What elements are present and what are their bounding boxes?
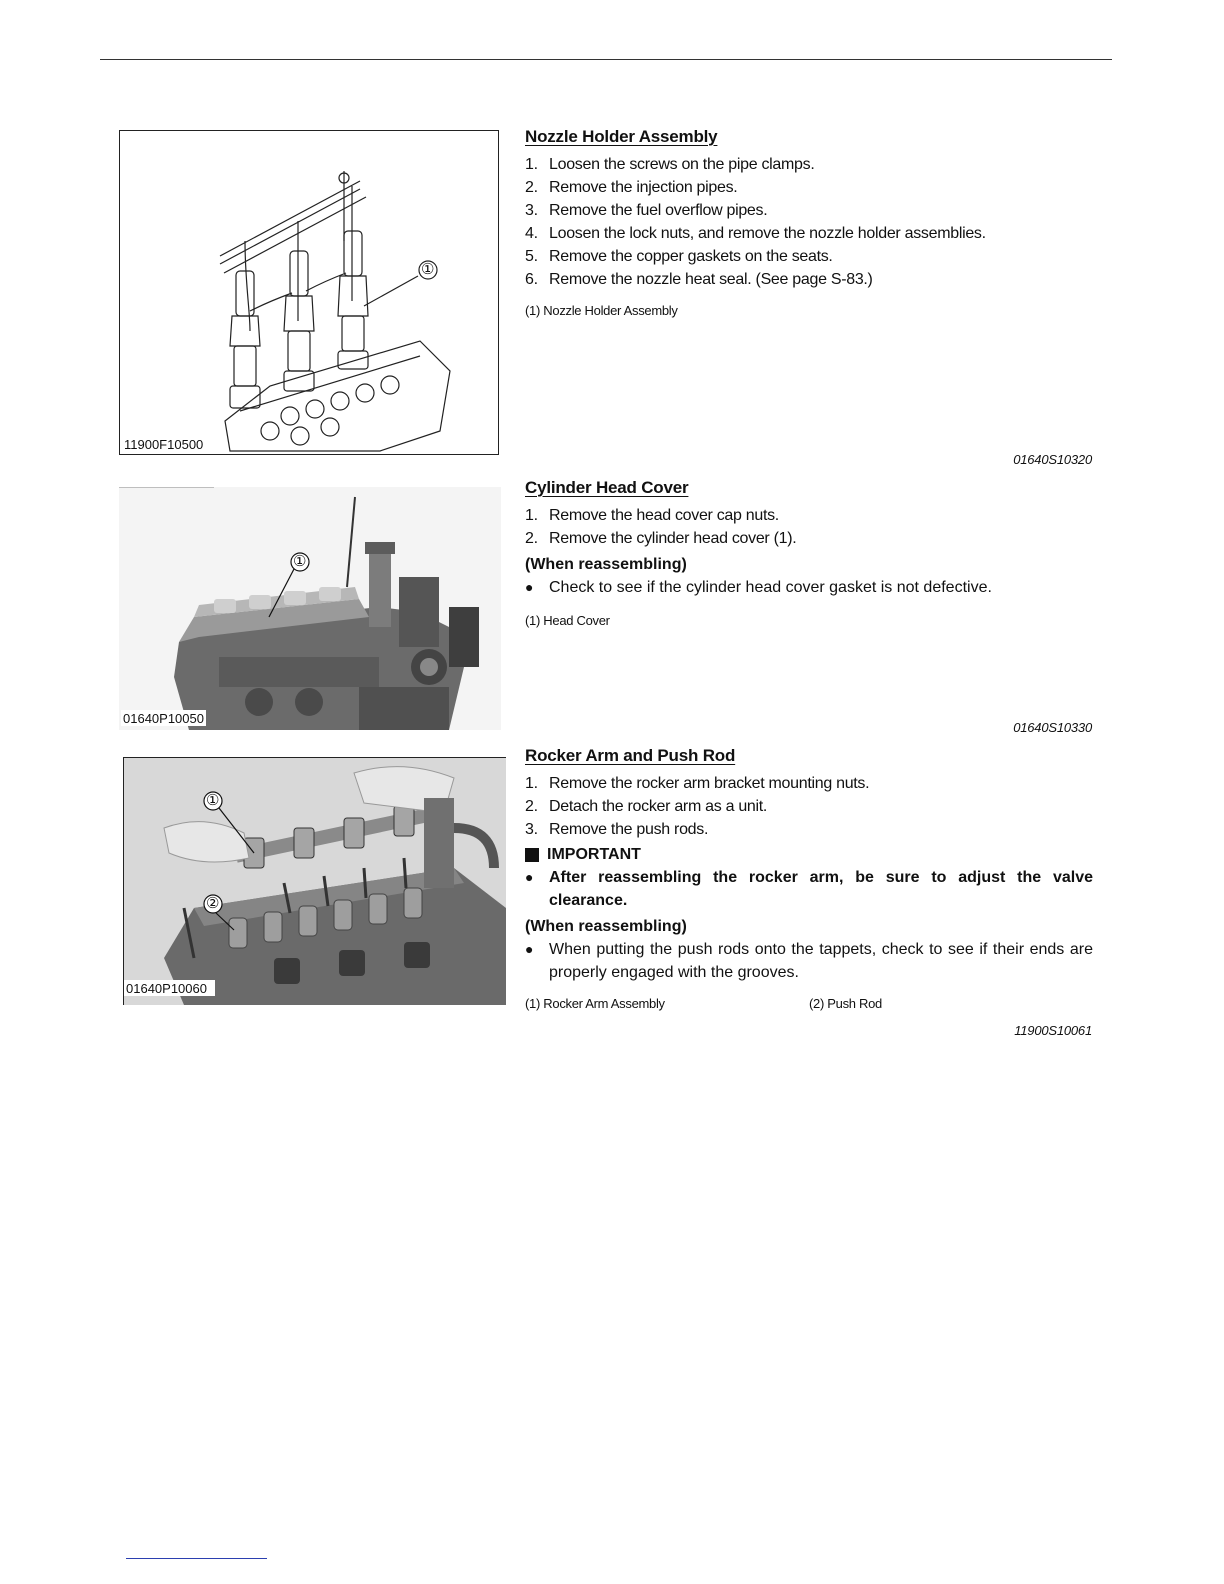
- callout-1: ①: [293, 553, 307, 570]
- reference-code: 11900S10061: [1014, 1023, 1092, 1038]
- step-item: 1. Remove the rocker arm bracket mounting nuts.: [525, 775, 870, 792]
- reassembling-title: (When reassembling): [525, 556, 687, 573]
- important-bullet: ● After reassembling the rocker arm, be sure to adjust the valve clearance.: [525, 866, 1093, 912]
- step-item: 2. Remove the cylinder head cover (1).: [525, 530, 797, 547]
- section-nozzle-holder: [525, 127, 1093, 318]
- step-item: 3. Remove the push rods.: [525, 821, 709, 838]
- step-item: 1. Remove the head cover cap nuts.: [525, 507, 779, 524]
- figure-legend: [525, 996, 1093, 1011]
- bullet-dot-icon: ●: [525, 579, 534, 595]
- section-cylinder-head-cover: [525, 478, 1093, 628]
- important-notice: IMPORTANT: [525, 843, 1093, 866]
- square-icon: [525, 848, 539, 862]
- step-item: 3. Remove the fuel overflow pipes.: [525, 202, 768, 219]
- step-item: 2. Detach the rocker arm as a unit.: [525, 798, 768, 815]
- header-rule: [100, 59, 1112, 60]
- rocker-arm-photo: [124, 758, 506, 1005]
- callout-1: ①: [421, 261, 435, 278]
- figure-code: 11900F10500: [124, 437, 204, 452]
- bullet-item: ● When putting the push rods onto the tappets, check to see if their ends are properly engaged with the grooves.: [525, 938, 1093, 984]
- step-list: [525, 153, 1093, 291]
- step-list: [525, 772, 1093, 841]
- step-item: 6. Remove the nozzle heat seal. (See page S-83.): [525, 271, 873, 288]
- figure-code: 01640P10050: [123, 711, 204, 726]
- reference-code: 01640S10330: [1013, 720, 1092, 735]
- reference-code: 01640S10320: [1013, 452, 1092, 467]
- section-heading: Rocker Arm and Push Rod: [525, 746, 736, 765]
- step-item: 5. Remove the copper gaskets on the seats.: [525, 248, 833, 265]
- figure-cylinder-head-cover: [119, 487, 501, 730]
- footer-link-rule[interactable]: [126, 1558, 267, 1559]
- step-list: [525, 504, 1093, 550]
- legend-item: (1) Nozzle Holder Assembly: [525, 303, 678, 318]
- step-item: 2. Remove the injection pipes.: [525, 179, 738, 196]
- legend-item: (2) Push Rod: [809, 996, 882, 1011]
- callout-1: ①: [206, 792, 220, 809]
- figure-legend: [525, 303, 1093, 318]
- figure-nozzle-holder: [119, 130, 499, 455]
- section-heading: Nozzle Holder Assembly: [525, 127, 718, 146]
- nozzle-holder-drawing: [120, 131, 498, 454]
- step-item: 1. Loosen the screws on the pipe clamps.: [525, 156, 815, 173]
- bullet-item: ● Check to see if the cylinder head cover gasket is not defective.: [525, 576, 1093, 599]
- step-item: 4. Loosen the lock nuts, and remove the nozzle holder assemblies.: [525, 225, 986, 242]
- legend-item: (1) Rocker Arm Assembly: [525, 996, 665, 1011]
- figure-legend: [525, 613, 1093, 628]
- callout-2: ②: [206, 895, 220, 912]
- bullet-dot-icon: ●: [525, 869, 534, 885]
- figure-code: 01640P10060: [124, 980, 215, 996]
- cylinder-head-cover-photo: [119, 487, 501, 730]
- section-heading: Cylinder Head Cover: [525, 478, 689, 497]
- reassembling-title: (When reassembling): [525, 918, 687, 935]
- bullet-dot-icon: ●: [525, 941, 534, 957]
- section-rocker-arm: [525, 746, 1093, 1011]
- legend-item: (1) Head Cover: [525, 613, 610, 628]
- figure-rocker-arm: [123, 757, 506, 1005]
